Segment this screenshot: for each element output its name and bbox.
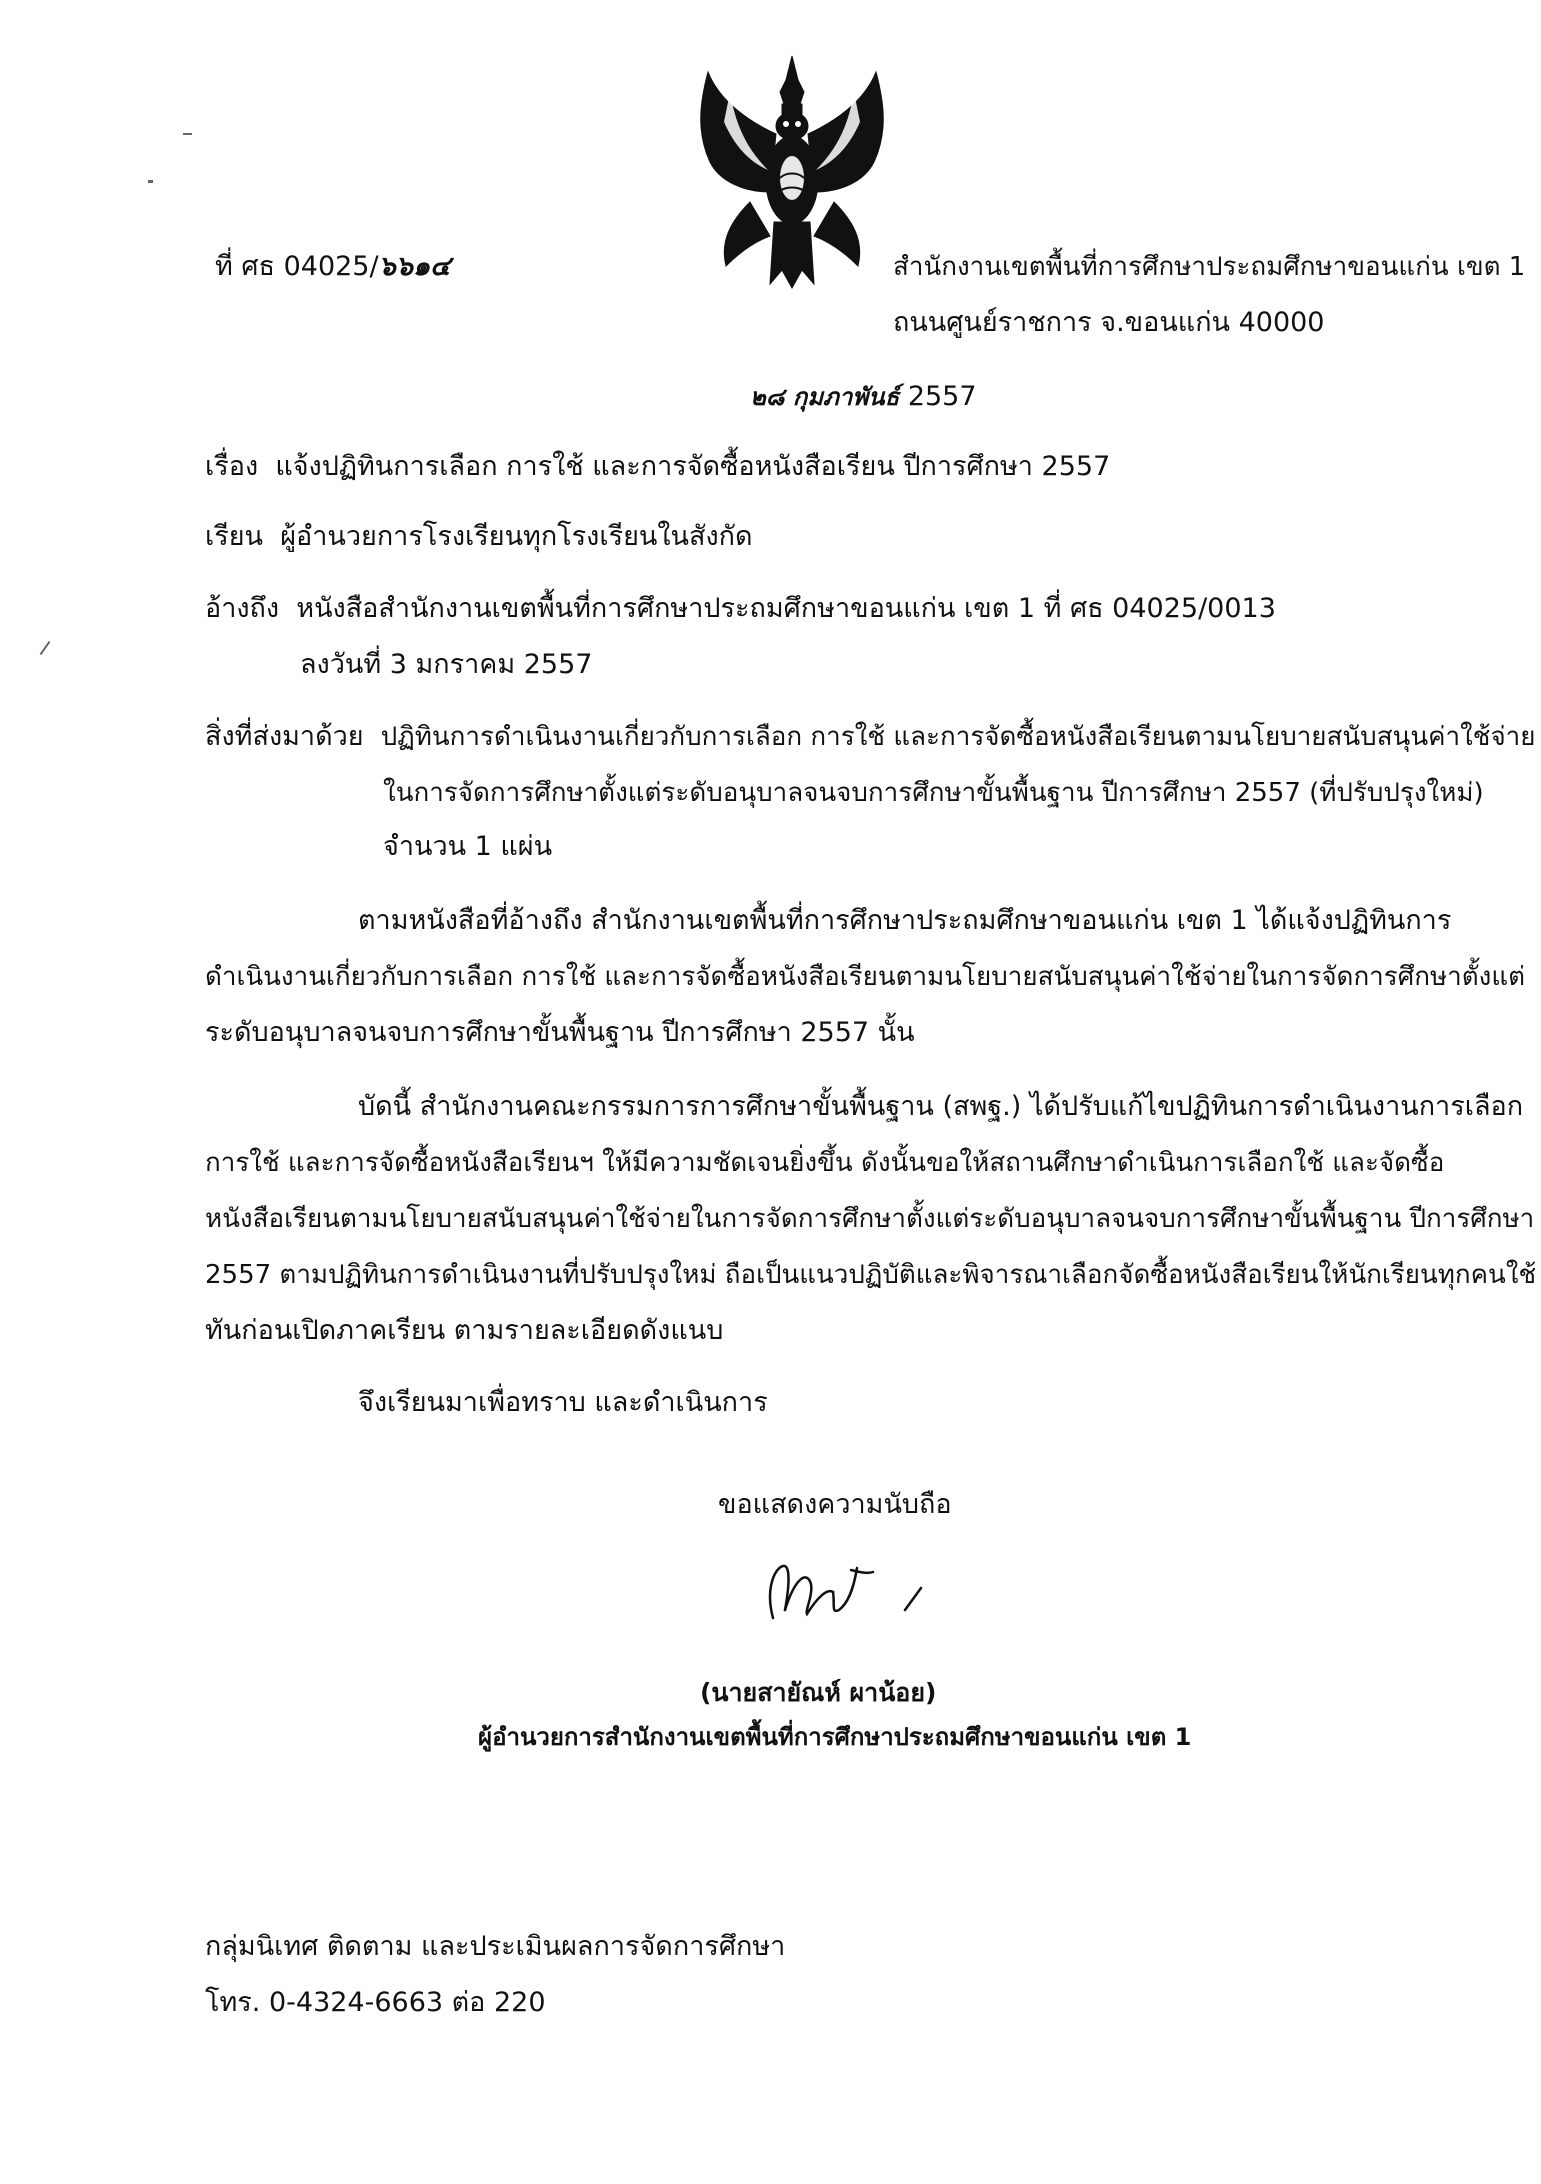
scan-speck [40,641,51,655]
scan-speck [183,133,192,135]
paragraph-2-line-3: หนังสือเรียนตามนโยบายสนับสนุนค่าใช้จ่ายในการจัดการศึกษาตั้งแต่ระดับอนุบาลจนจบการศึกษาขั้นพื้นฐาน ปีการศึกษา [205,1204,1535,1234]
date-handwritten: ๒๘ กุมภาพันธ์ [750,382,900,411]
document-number [215,250,450,284]
signer-name: (นายสายัณห์ ผาน้อย) [700,1678,937,1707]
reference-line-2: ลงวันที่ 3 มกราคม 2557 [300,649,593,680]
document-number-handwritten: ๖๖๑๔ [378,251,451,282]
addressee-line [205,520,753,554]
document-number-label: ที่ ศธ 04025/ [215,251,379,282]
date-year: 2557 [907,381,977,412]
paragraph-2-line-5: ทันก่อนเปิดภาคเรียน ตามรายละเอียดดังแนบ [205,1315,724,1346]
enclosure-text: ปฏิทินการดำเนินงานเกี่ยวกับการเลือก การใช้ และการจัดซื้อหนังสือเรียนตามนโยบายสนับสนุนค่าใช้จ่าย [380,722,1536,752]
enclosure-line-3: จำนวน 1 แผ่น [383,831,553,862]
subject-label: เรื่อง [205,451,259,482]
scan-speck [148,180,153,183]
footer-department: กลุ่มนิเทศ ติดตาม และประเมินผลการจัดการศึกษา [205,1931,786,1962]
paragraph-1-line-2: ดำเนินงานเกี่ยวกับการเลือก การใช้ และการจัดซื้อหนังสือเรียนตามนโยบายสนับสนุนค่าใช้จ่ายในการจัดการศึกษาตั้งแต่ [205,962,1525,992]
document-date [750,380,977,414]
footer-phone: โทร. 0-4324-6663 ต่อ 220 [205,1987,546,2018]
office-address: ถนนศูนย์ราชการ จ.ขอนแก่น 40000 [893,307,1325,338]
enclosure-label: สิ่งที่ส่งมาด้วย [205,721,364,752]
paragraph-3: จึงเรียนมาเพื่อทราบ และดำเนินการ [358,1387,768,1418]
reference-text: หนังสือสำนักงานเขตพื้นที่การศึกษาประถมศึกษาขอนแก่น เขต 1 ที่ ศธ 04025/0013 [296,593,1276,624]
paragraph-1-line-1: ตามหนังสือที่อ้างถึง สำนักงานเขตพื้นที่การศึกษาประถมศึกษาขอนแก่น เขต 1 ได้แจ้งปฏิทินการ [358,905,1452,936]
enclosure-line-1 [205,720,1536,754]
handwritten-signature [755,1548,935,1638]
addressee-text: ผู้อำนวยการโรงเรียนทุกโรงเรียนในสังกัด [280,521,753,552]
reference-line-1 [205,592,1276,626]
reference-label: อ้างถึง [205,593,280,624]
paragraph-2-line-4: 2557 ตามปฏิทินการดำเนินงานที่ปรับปรุงใหม่ ถือเป็นแนวปฏิบัติและพิจารณาเลือกจัดซื้อหนังสือเรียนให้นักเรียนทุกคนใช้ [205,1260,1537,1290]
paragraph-1-line-3: ระดับอนุบาลจนจบการศึกษาขั้นพื้นฐาน ปีการศึกษา 2557 นั้น [205,1017,915,1048]
garuda-emblem-icon [690,52,895,292]
office-name: สำนักงานเขตพื้นที่การศึกษาประถมศึกษาขอนแก่น เขต 1 [893,252,1526,282]
addressee-label: เรียน [205,521,264,552]
enclosure-line-2: ในการจัดการศึกษาตั้งแต่ระดับอนุบาลจนจบการศึกษาขั้นพื้นฐาน ปีการศึกษา 2557 (ที่ปรับปรุงใหม่) [383,778,1484,808]
subject-line [205,450,1110,484]
regards: ขอแสดงความนับถือ [718,1489,952,1520]
signer-title: ผู้อำนวยการสำนักงานเขตพื้นที่การศึกษาประถมศึกษาขอนแก่น เขต 1 [478,1723,1192,1751]
paragraph-2-line-1: บัดนี้ สำนักงานคณะกรรมการการศึกษาขั้นพื้นฐาน (สพฐ.) ได้ปรับแก้ไขปฏิทินการดำเนินงานการเลือก [358,1091,1524,1122]
subject-text: แจ้งปฏิทินการเลือก การใช้ และการจัดซื้อหนังสือเรียน ปีการศึกษา 2557 [275,451,1111,482]
paragraph-2-line-2: การใช้ และการจัดซื้อหนังสือเรียนฯ ให้มีความชัดเจนยิ่งขึ้น ดังนั้นขอให้สถานศึกษาดำเนินการเลือกใช้ และจัดซื้อ [205,1148,1445,1178]
